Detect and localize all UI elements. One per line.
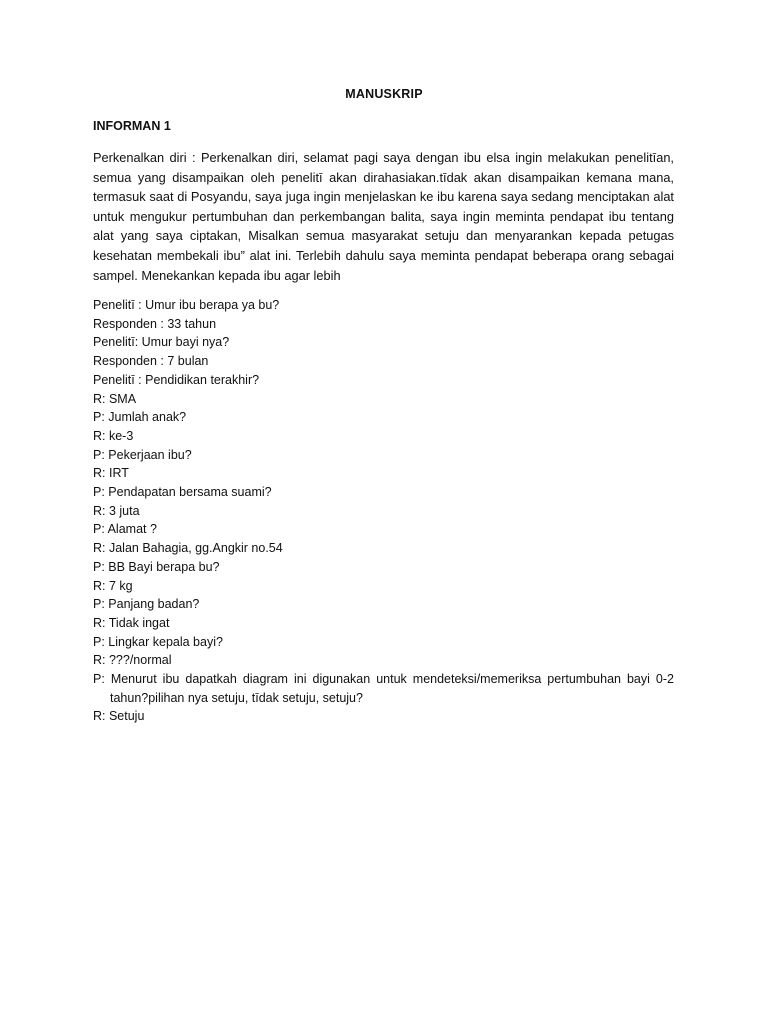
transcript-line: Responden : 7 bulan — [93, 354, 209, 369]
section-heading: INFORMAN 1 — [93, 119, 171, 133]
transcript-line: R: 7 kg — [93, 578, 133, 593]
transcript-line: R: ke-3 — [93, 428, 134, 443]
transcript-line: P: Pekerjaan ibu? — [93, 447, 192, 462]
transcript-line: R: Jalan Bahagia, gg.Angkir no.54 — [93, 541, 283, 556]
transcript-line: R: SMA — [93, 391, 137, 406]
document-title: MANUSKRIP — [345, 87, 423, 101]
transcript-line: R: Setuju — [93, 709, 145, 724]
transcript-line: P: Pendapatan bersama suami? — [93, 485, 272, 500]
transcript-line: P: Lingkar kepala bayi? — [93, 634, 223, 649]
transcript-line: R: Tidak ingat — [93, 615, 170, 630]
transcript-line: Responden : 33 tahun — [93, 316, 217, 331]
transcript-line: Penelitī : Umur ibu berapa ya bu? — [93, 298, 280, 312]
transcript-line: P: Menurut ibu dapatkah diagram ini digunakan untuk mendeteksi/memeriksa pertumbuhan bayi 0-2 tahun?pilihan nya setuju, tīdak setuju, setuju? — [93, 672, 674, 705]
transcript-line: P: BB Bayi berapa bu? — [93, 559, 220, 574]
transcript-line: Penelitī: Umur bayi nya? — [93, 335, 230, 350]
transcript-line: Penelitī : Pendidikan terakhir? — [93, 372, 260, 387]
transcript-line: R: ???/normal — [93, 653, 172, 668]
transcript-line: R: 3 juta — [93, 503, 140, 518]
transcript-line: P: Alamat ? — [93, 522, 157, 537]
intro-paragraph: Perkenalkan diri : Perkenalkan diri, selamat pagi saya dengan ibu elsa ingin melakukan penelitīan, semua yang disampaikan oleh penelitī akan dirahasiakan.tīdak akan disampaikan kemana mana, termasuk saat di Posyandu, saya juga ingin menjelaskan ke ibu karena saya sedang menciptakan alat untuk mengukur pertumbuhan dan perkembangan balita, saya ingin meminta pendapat ibu tentang alat yang saya ciptakan, Misalkan semua masyarakat setuju dan menyarankan kepada petugas kesehatan membekali ibu” alat ini. Terlebih dahulu saya meminta pendapat beberapa orang sebagai sampel. Menekankan kepada ibu agar lebih — [93, 150, 674, 283]
interview-transcript — [93, 296, 674, 726]
transcript-line: P: Panjang badan? — [93, 597, 200, 612]
transcript-line: P: Jumlah anak? — [93, 410, 187, 425]
transcript-line: R: IRT — [93, 466, 129, 481]
